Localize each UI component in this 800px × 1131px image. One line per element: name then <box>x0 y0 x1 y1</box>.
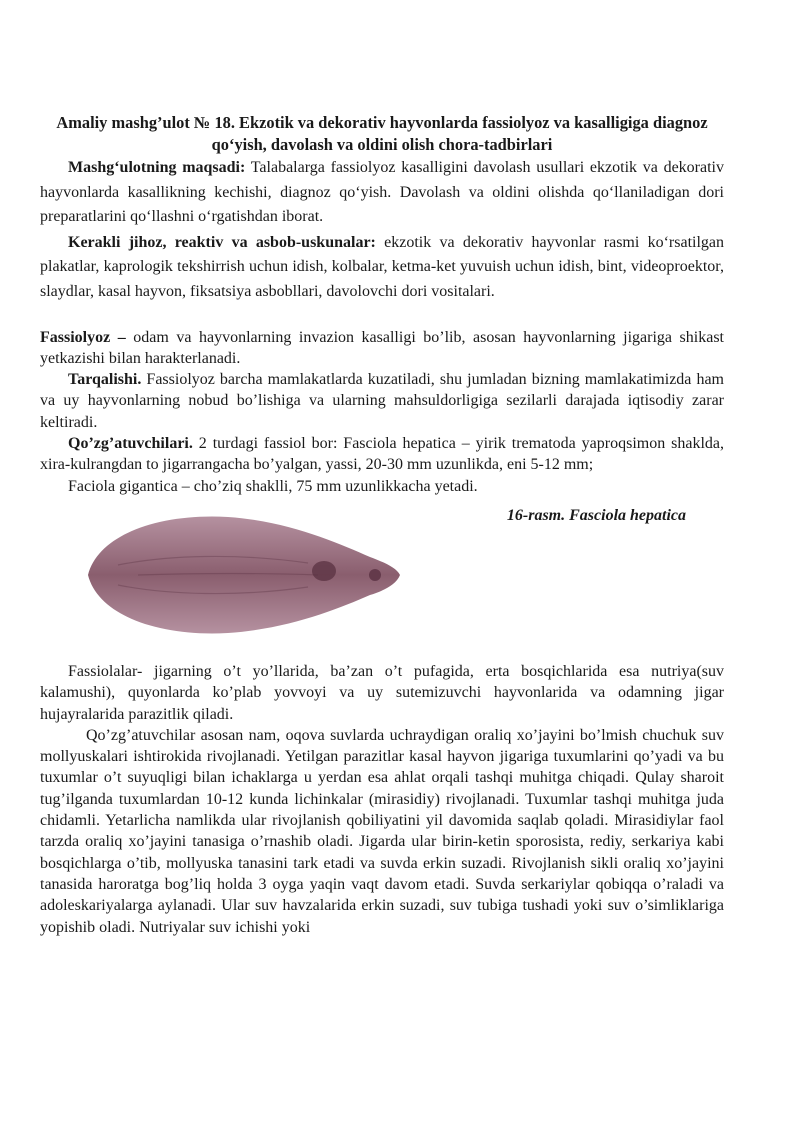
equipment-label: Kerakli jihoz, reaktiv va asbob-uskunalar: <box>68 233 376 251</box>
fascioliasis-definition <box>40 327 724 370</box>
figure <box>40 505 724 659</box>
fluke-oral-sucker <box>369 569 381 581</box>
fluke-body <box>88 516 400 633</box>
equipment-text: ekzotik va dekorativ hayvonlar rasmi ko‘rsatilgan plakatlar, kaprologik tekshirrish uchun idish, kolbalar, ketma-ket yuvuish uchun idish, bint, videoproektor, slaydlar, kasal hayvon, fiksatsiya asbobllari, davolovchi dori vositalari. <box>40 233 725 300</box>
spacer <box>40 305 724 327</box>
pathogen-paragraph <box>40 433 724 476</box>
objective-text: Talabalarga fassiolyoz kasalligini davolash usullari ekzotik va dekorativ hayvonlarda kasallikning kechishi, diagnoz qo‘yish. Davolash va oldini olishda qo‘llaniladigan dori preparatlarini qo‘llashni o‘rgatishdan iborat. <box>40 159 724 226</box>
body-paragraph-2: Qo’zg’atuvchilar asosan nam, oqova suvlarda uchraydigan oraliq xo’jayini bo’lmish chuchuk suv mollyuskalari ishtirokida rivojlanadi. Yetilgan parazitlar kasal hayvon jigariga tuxumlarini qo’yadi va bu tuxumlar o’t suyuqligi bilan ichaklarga u yerdan esa ahlat orqali tashqi muhitga chiqadi. Qulay sharoit tug’ilganda tuxumlardan 10-12 kunda lichinkalar (mirasidiy) rivojlanadi. Tuxumlar tashqi muhitga juda chidamli. Yetarlicha namlikda ular rivojlanish qobiliyatini yil davomida saqlab qoladi. Mirasidiylar faol tarzda oraliq xo’jayini tanasiga o’rnashib oladi. Jigarda ular birin-ketin sporosista, rediy, serkariya kabi bosqichlarga o’tib, mollyuska tanasini tark etadi va suvda erkin suzadi. Rivojlanish sikli oraliq xo’jayini tanasida haroratga bog’liq holda 3 oyga yaqin vaqt davom etadi. Suvda serkariylar qobiqqa o’raladi va adoleskariyalarga aylanadi. Ular suv havzalarida erkin suzadi, suv tubiga tushadi yoki suv o’simliklariga yopishib oladi. Nutriyalar suv ichishi yoki <box>40 726 724 936</box>
figure-caption: 16-rasm. Fasciola hepatica <box>506 506 686 524</box>
page-title: Amaliy mashg’ulot № 18. Ekzotik va dekorativ hayvonlarda fassiolyoz va kasalligiga diagnoz qo‘yish, davolash va oldini olish chora-tadbirlari <box>56 113 708 154</box>
fascioliasis-text: odam va hayvonlarning invazion kasalligi bo’lib, asosan hayvonlarning jigariga shikast yetkazishi bilan harakterlanadi. <box>40 328 725 367</box>
fluke-organ <box>312 561 336 581</box>
objective-label: Mashg‘ulotning maqsadi: <box>68 159 246 176</box>
pathogen-text: 2 turdagi fassiol bor: Fasciola hepatica – yirik trematoda yaproqsimon shaklda, xira-kulrangdan to jigarrangacha bo’yalgan, yassi, 20-30 mm uzunlikda, eni 5-12 mm; <box>40 435 724 474</box>
document-page <box>40 112 724 938</box>
fascioliasis-label: Fassiolyoz – <box>40 328 126 346</box>
gigantica-paragraph: Faciola gigantica – cho’ziq shaklli, 75 mm uzunlikkacha yetadi. <box>68 477 478 495</box>
pathogen-label: Qo’zg’atuvchilari. <box>68 435 193 453</box>
spread-label: Tarqalishi. <box>68 371 142 389</box>
spread-text: Fassiolyoz barcha mamlakatlarda kuzatiladi, shu jumladan bizning mamlakatimizda ham va uy hayvonlarning nobud bo’lishiga va ularning mahsuldorligiga sezilarli darajada iqtisodiy zarar keltiradi. <box>40 371 724 431</box>
spread-paragraph <box>40 369 724 433</box>
body-paragraph-1: Fassiolalar- jigarning o’t yo’llarida, ba’zan o’t pufagida, erta bosqichlarida esa nutriya(suv kalamushi), quyonlarda ko’plab yovvoyi va uy sutemizuvchi hayvonlarida va odamning jigar hujayralarida parazitlik qiladi. <box>40 662 724 723</box>
fasciola-hepatica-image <box>78 505 408 655</box>
objective-paragraph <box>40 156 724 230</box>
equipment-paragraph <box>40 231 724 305</box>
